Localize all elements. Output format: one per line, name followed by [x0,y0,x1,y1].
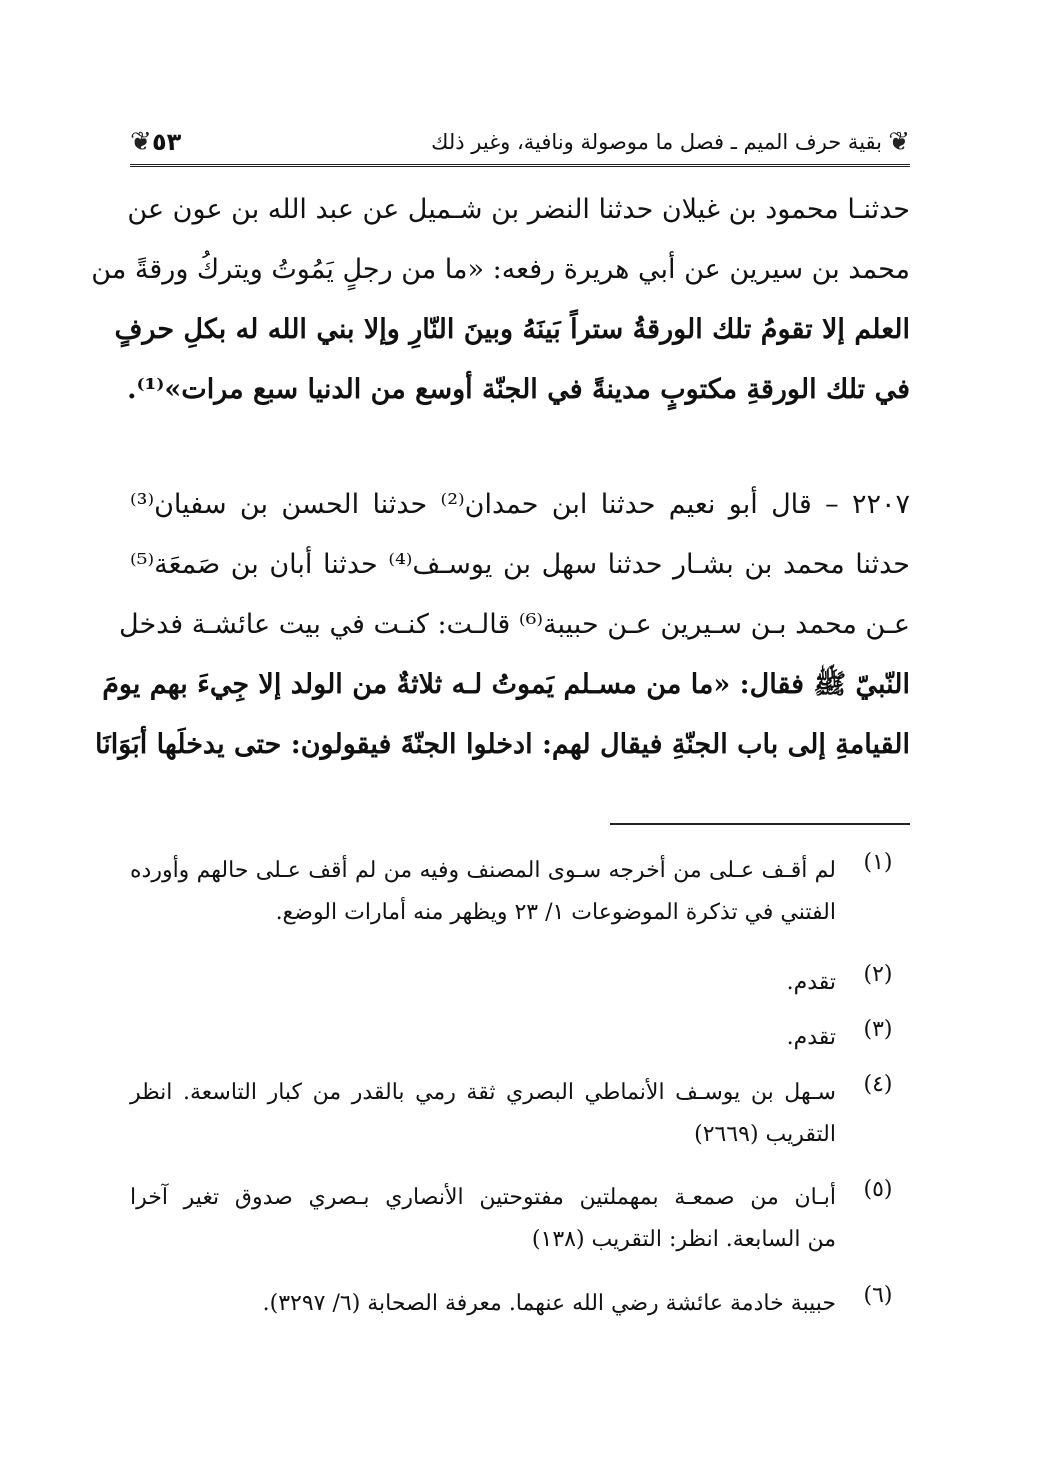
footnote-6 [130,1283,910,1325]
footnote-line: حبيبة خادمة عائشة رضي الله عنهما. معرفة الصحابة (٦/ ٣٢٩٧). [262,1291,836,1316]
footnote-number: (٥) [863,1177,893,1202]
footnote-line: التقريب (٢٦٦٩) [694,1122,836,1147]
text-line-content: محمد بن سيرين عن أبي هريرة رفعه: «ما من رجلٍ يَمُوتُ ويتركُ ورقةً من [91,254,910,285]
paragraph-2 [95,475,911,775]
footnote-number: (١) [863,850,893,875]
text-line: حدثنـا محمود بن غيلان حدثنا النضر بن شـميل عن عبد الله بن عون عن [127,194,910,225]
footnote-3 [130,1017,910,1059]
footnote-line: تقدم. [786,970,836,995]
running-header [130,128,910,168]
footnote-number: (٢) [863,962,893,987]
footnote-5 [130,1177,910,1267]
footnote-line: تقدم. [786,1025,836,1050]
text-line [91,240,910,300]
header-ornament-right: ❦ [888,127,910,157]
footnote-number: (٣) [863,1017,893,1042]
footnote-separator [610,823,910,825]
page-number: ٥٣ [152,128,182,156]
text-line: ٢٢٠٧ – قال أبو نعيم حدثنا ابن حمدان⁽²⁾ حدثنا الحسن بن سفيان⁽³⁾ [130,489,911,520]
footnote-line: لم أقـف عـلى من أخرجه سـوى المصنف وفيه من لم أقف عـلى حالهم وأورده [130,858,836,883]
paragraph-1 [91,180,910,420]
text-line: عـن محمد بـن سـيرين عـن حبيبة⁽⁶⁾ قالـت: كنـت في بيت عائشـة فدخل [119,609,910,640]
text-line: حدثنا محمد بن بشـار حدثنا سهل بن يوسـف⁽⁴⁾ حدثنا أبان بن صَمعَة⁽⁵⁾ [130,549,910,580]
footnote-2 [130,962,910,1004]
footnote-line: أبـان من صمعـة بمهملتين مفتوحتين الأنصاري بـصري صدوق تغير آخرا [130,1185,836,1210]
footnote-number: (٦) [863,1283,893,1308]
footnote-1 [130,850,910,940]
header-title: بقية حرف الميم ـ فصل ما موصولة ونافية، وغير ذلك [431,130,882,154]
footnote-line: الفتني في تذكرة الموضوعات ١/ ٢٣ ويظهر منه أمارات الوضع. [275,900,836,925]
header-ornament-left: ❦ [130,127,152,157]
text-line: القيامةِ إلى باب الجنّةِ فيقال لهم: ادخلوا الجنّةَ فيقولون: حتى يدخلَها أبَوَانَا [95,729,910,760]
text-line: في تلك الورقةِ مكتوبٍ مدينةً في الجنّة أوسع من الدنيا سبع مرات»⁽¹⁾. [127,374,910,405]
footnote-line: من السابعة. انظر: التقريب (١٣٨) [531,1227,836,1252]
text-line: العلم إلا تقومُ تلك الورقةُ ستراً بَينَهُ وبينَ النّارِ وإلا بني الله له بكلِ حرفٍ [114,314,910,345]
footnote-number: (٤) [863,1072,893,1097]
footnote-4 [130,1072,910,1162]
text-line: النّبيّ ﷺ فقال: «ما من مسـلم يَموتُ لـه ثلاثةٌ من الولد إلا جِيءَ بهم يومَ [102,669,910,700]
footnote-line: سـهل بن يوسـف الأنماطي البصري ثقة رمي بالقدر من كبار التاسعة. انظر [130,1080,836,1105]
header-rule [130,164,910,167]
